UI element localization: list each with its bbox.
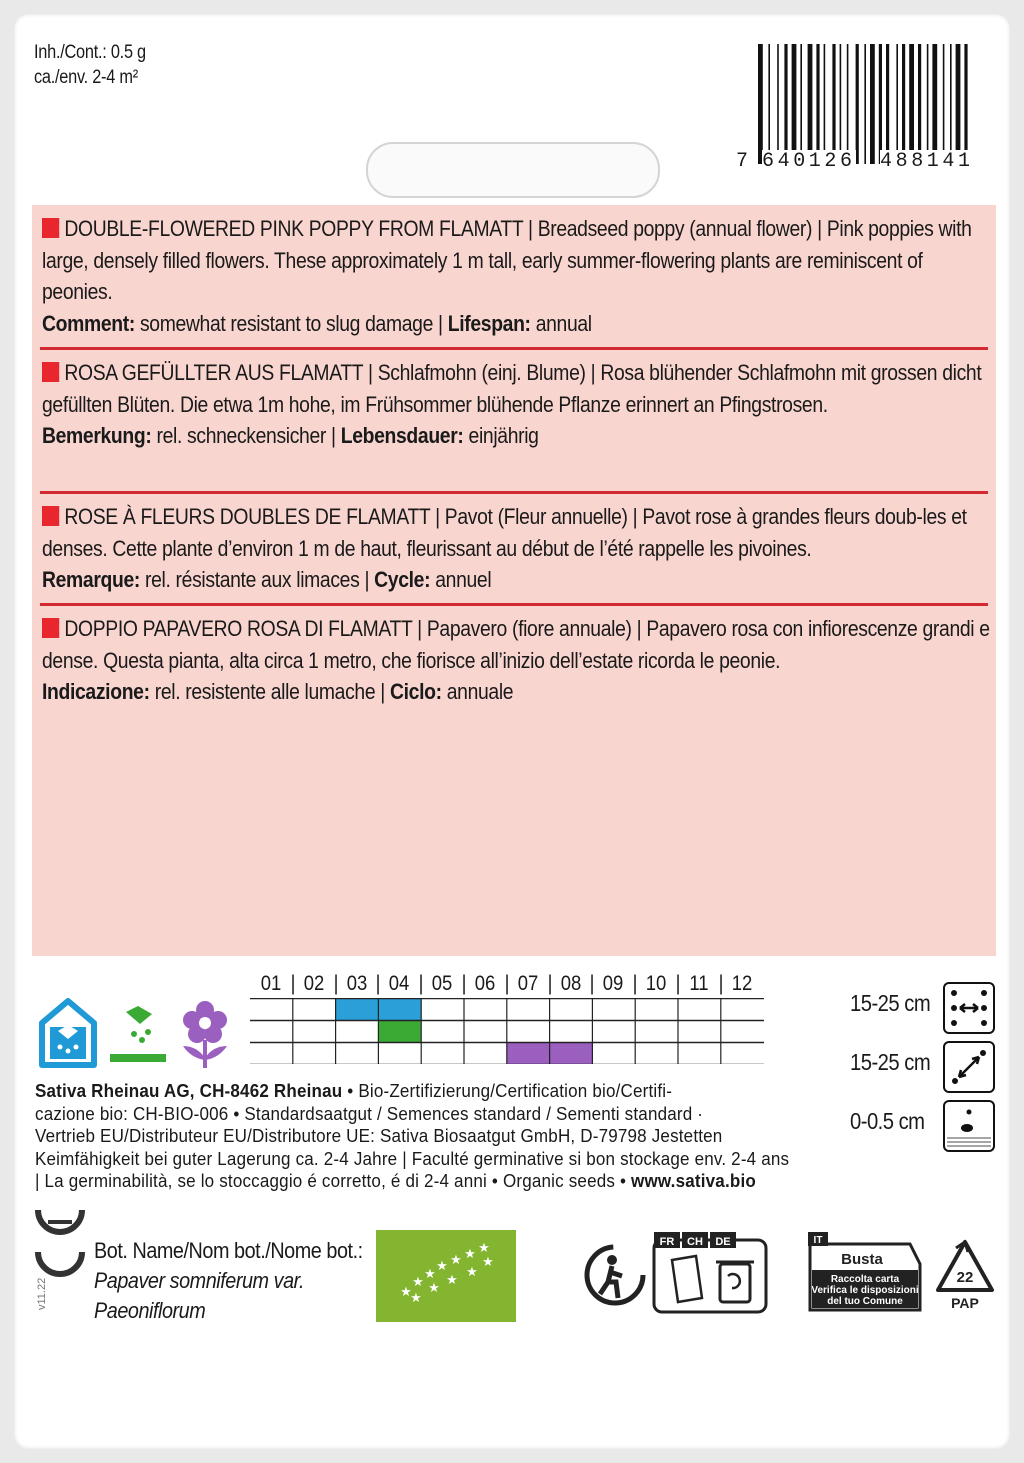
- company-info: [35, 1080, 835, 1193]
- description-fr: [42, 501, 986, 596]
- month-label: 10: [645, 972, 667, 995]
- version-label: v11.22: [36, 1277, 48, 1310]
- red-square-marker: [42, 618, 59, 638]
- lifespan-label: Cycle:: [374, 567, 431, 592]
- svg-text:★: ★: [412, 1274, 424, 1289]
- note-value: rel. schneckensicher |: [151, 423, 341, 448]
- variety-title: DOUBLE-FLOWERED PINK POPPY FROM FLAMATT: [64, 216, 523, 241]
- month-separator: |: [504, 972, 510, 995]
- svg-text:CH: CH: [687, 1236, 703, 1248]
- package-contents: [34, 40, 146, 90]
- row-spacing-icon: [943, 982, 995, 1034]
- variety-body: | Breadseed poppy (annual flower) | Pink poppies with large, densely filled flowers. These approximately 1 m tall, early summer-flowering plants are reminiscent of peonies.: [42, 216, 972, 304]
- month-separator: |: [418, 972, 424, 995]
- note-label: Indicazione:: [42, 679, 150, 704]
- variety-body: | Papavero (fiore annuale) | Papavero rosa con infiorescenze grandi e dense. Questa pianta, alta circa 1 metro, che fiorisce all’inizio dell’estate ricorda le peonie.: [42, 616, 990, 673]
- calendar-bar: [378, 1021, 421, 1042]
- flowering-icon: [172, 996, 238, 1070]
- note-value: rel. resistente alle lumache |: [149, 679, 391, 704]
- botanical-label: Bot. Name/Nom bot./Nome bot.:: [94, 1238, 363, 1263]
- certification-line: • Bio-Zertifizierung/Certification bio/Certifi-: [342, 1080, 673, 1101]
- barcode-digits: [734, 150, 1004, 176]
- month-separator: |: [589, 972, 595, 995]
- month-separator: |: [375, 972, 381, 995]
- svg-text:★: ★: [446, 1272, 458, 1287]
- variety-body: | Pavot (Fleur annuelle) | Pavot rose à grandes fleurs doub-les et denses. Cette plante d’environ 1 m de haut, fleurissant au début de l’été rappelle les pivoines.: [42, 504, 967, 561]
- svg-text:Busta: Busta: [841, 1251, 883, 1268]
- svg-text:★: ★: [424, 1266, 436, 1281]
- month-label: 08: [560, 972, 581, 995]
- plant-spacing-icon: [943, 1041, 995, 1093]
- pap-22-recycling-icon: [934, 1238, 996, 1319]
- month-label: 04: [389, 972, 410, 995]
- svg-text:★: ★: [482, 1254, 494, 1269]
- lifespan-label: Ciclo:: [390, 679, 442, 704]
- disposal-it-busta: [806, 1230, 926, 1319]
- plant-spacing-value: 15-25 cm: [850, 1049, 931, 1075]
- lifespan-value: annuel: [430, 567, 492, 592]
- germination-line-it: | La germinabilità, se lo stoccaggio é corretto, é di 2-4 anni • Organic seeds •: [35, 1170, 632, 1191]
- divider: [40, 603, 988, 606]
- lifespan-value: annuale: [441, 679, 514, 704]
- svg-text:★: ★: [450, 1252, 462, 1267]
- month-separator: |: [290, 972, 296, 995]
- month-label: 05: [431, 972, 453, 995]
- contents-area: ca./env. 2-4 m²: [34, 67, 138, 88]
- recycle-figure-icon: [582, 1242, 648, 1308]
- barcode-first-digit: 7: [736, 150, 752, 173]
- month-separator: |: [333, 972, 338, 995]
- company-name: Sativa Rheinau AG, CH-8462 Rheinau: [35, 1080, 343, 1101]
- lifespan-label: Lebensdauer:: [340, 423, 464, 448]
- description-en: [42, 213, 986, 339]
- svg-text:★: ★: [400, 1284, 412, 1299]
- month-label: 07: [517, 972, 539, 995]
- note-label: Remarque:: [42, 567, 140, 592]
- svg-text:★: ★: [410, 1290, 422, 1305]
- svg-text:DE: DE: [715, 1236, 731, 1248]
- svg-text:Verifica le disposizioni: Verifica le disposizioni: [811, 1285, 919, 1296]
- eu-organic-logo-icon: [376, 1230, 516, 1322]
- row-spacing-value: 15-25 cm: [850, 990, 931, 1016]
- barcode-group-2: 488141: [880, 150, 974, 173]
- svg-text:★: ★: [436, 1258, 448, 1273]
- month-label: 02: [303, 972, 325, 995]
- certification-line-2: cazione bio: CH-BIO-006 • Standardsaatgut / Semences standard / Sementi standard ·: [35, 1102, 704, 1124]
- description-de: [42, 357, 986, 452]
- variety-body: | Schlafmohn (einj. Blume) | Rosa blühender Schlafmohn mit grossen dicht gefüllten Blüten. Die etwa 1m hohe, im Frühsommer blühende Pflanze erinnert an Pfingstrosen.: [42, 360, 982, 417]
- indoor-sowing-icon: [38, 997, 98, 1069]
- variety-title: ROSA GEFÜLLTER AUS FLAMATT: [64, 360, 363, 385]
- contents-weight: Inh./Cont.: 0.5 g: [34, 42, 146, 63]
- variety-title: DOPPIO PAPAVERO ROSA DI FLAMATT: [64, 616, 413, 641]
- sowing-depth-value: 0-0.5 cm: [850, 1108, 925, 1134]
- description-panel: [32, 205, 996, 956]
- calendar-bar: [550, 1043, 593, 1064]
- month-label: 12: [731, 972, 753, 995]
- note-label: Comment:: [42, 310, 135, 336]
- variety-title: ROSE À FLEURS DOUBLES DE FLAMATT: [64, 504, 431, 529]
- svg-text:★: ★: [464, 1246, 476, 1261]
- calendar-bar: [507, 1043, 550, 1064]
- svg-text:★: ★: [478, 1240, 490, 1255]
- month-label: 03: [346, 972, 367, 995]
- svg-text:Raccolta carta: Raccolta carta: [830, 1274, 900, 1285]
- note-value: rel. résistante aux limaces |: [139, 567, 375, 592]
- outdoor-sowing-icon: [108, 1004, 168, 1066]
- month-label: 11: [689, 972, 709, 995]
- barcode: [756, 44, 996, 166]
- website-link[interactable]: www.sativa.bio: [631, 1170, 756, 1191]
- lifespan-value: annual: [530, 310, 592, 336]
- botanical-name-line-1: Papaver somniferum var.: [94, 1268, 305, 1293]
- svg-text:★: ★: [466, 1264, 478, 1279]
- red-square-marker: [42, 218, 59, 238]
- red-square-marker: [42, 362, 59, 382]
- botanical-name-line-2: Paeoniflorum: [94, 1298, 206, 1323]
- note-value: somewhat resistant to slug damage |: [134, 310, 448, 336]
- calendar-bar: [378, 999, 421, 1020]
- month-separator: |: [632, 972, 638, 995]
- red-square-marker: [42, 506, 59, 526]
- calendar-grid: [250, 998, 764, 1064]
- month-separator: |: [547, 972, 552, 995]
- svg-text:FR: FR: [659, 1236, 675, 1248]
- note-label: Bemerkung:: [42, 423, 152, 448]
- svg-text:PAP: PAP: [951, 1295, 979, 1311]
- lifespan-label: Lifespan:: [447, 310, 531, 336]
- svg-text:22: 22: [956, 1269, 974, 1286]
- svg-text:IT: IT: [813, 1235, 823, 1246]
- month-label: 09: [603, 972, 624, 995]
- svg-text:del tuo Comune: del tuo Comune: [827, 1296, 903, 1307]
- sowing-depth-icon: [943, 1100, 995, 1152]
- month-separator: |: [675, 972, 681, 995]
- lifespan-value: einjährig: [463, 423, 539, 448]
- divider: [40, 491, 988, 494]
- month-separator: |: [718, 972, 724, 995]
- description-it: [42, 613, 990, 708]
- germination-line: Keimfähigkeit bei guter Lagerung ca. 2-4 Jahre | Faculté germinative si bon stockage env. 2-4 ans: [35, 1147, 790, 1169]
- month-separator: |: [461, 972, 467, 995]
- seed-packet-back: [14, 14, 1010, 1449]
- month-label: 06: [474, 972, 496, 995]
- divider: [40, 347, 988, 350]
- hanger-hole: [366, 142, 660, 198]
- month-label: 01: [260, 972, 282, 995]
- distributor-line: Vertrieb EU/Distributeur EU/Distributore UE: Sativa Biosaatgut GmbH, D-79798 Jestetten: [35, 1125, 723, 1146]
- botanical-name: [94, 1236, 363, 1326]
- disposal-fr-ch-de: [652, 1230, 768, 1319]
- barcode-group-1: 640126: [762, 150, 856, 173]
- svg-text:★: ★: [428, 1280, 440, 1295]
- month-header: [250, 972, 770, 998]
- calendar-bar: [336, 999, 379, 1020]
